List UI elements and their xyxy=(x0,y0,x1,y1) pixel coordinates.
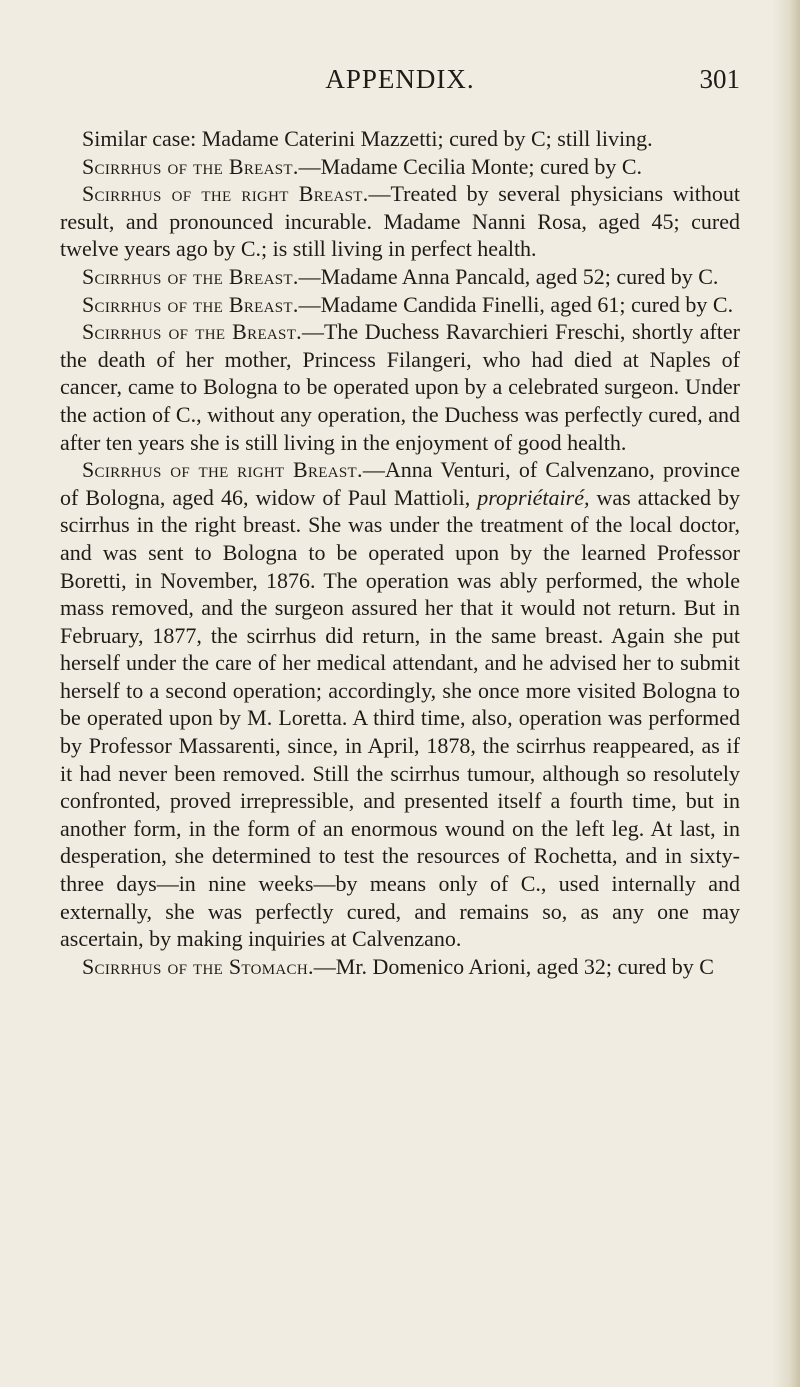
section-heading: Scirrhus of the Breast. xyxy=(82,291,299,317)
paragraph-text: —Anna Venturi, of Calvenzano, province of Bologna, aged 46, widow of Paul Mattioli, xyxy=(60,457,740,510)
section-heading: Scirrhus of the right Breast. xyxy=(82,181,369,207)
paragraph-text: —The Duchess Ravarchieri Freschi, shortly after the death of her mother, Princess Filangeri, who had died at Naples of cancer, came to Bologna to be operated upon by a celebrated surgeon. Under the action of C., without any operation, the Duchess was perfectly cured, and after ten years she is still living in the enjoyment of good health. xyxy=(60,319,740,455)
paragraph-text: —Madame Anna Pancald, aged 52; cured by C. xyxy=(298,263,719,289)
paragraph-text: Similar case: Madame Caterini Mazzetti; cured by C; still living. xyxy=(82,126,653,151)
paragraph xyxy=(60,456,740,953)
paragraph xyxy=(60,953,740,981)
paragraph-text: —Madame Cecilia Monte; cured by C. xyxy=(298,153,643,179)
section-heading: Scirrhus of the right Breast. xyxy=(82,457,363,483)
paragraph-text: —Mr. Domenico Arioni, aged 32; cured by C xyxy=(313,953,714,979)
paragraph-text: —Madame Candida Finelli, aged 61; cured by C. xyxy=(298,291,734,317)
italic-term: propriétairé, xyxy=(477,484,590,510)
paragraph xyxy=(60,318,740,456)
paragraph xyxy=(60,263,740,291)
section-heading: Scirrhus of the Stomach. xyxy=(82,953,314,979)
paragraph-text: was attacked by scirrhus in the right breast. She was under the treatment of the local doctor, and was sent to Bologna to be operated upon by the learned Professor Boretti, in November, 1876. The operation was ably performed, the whole mass removed, and the surgeon assured her that it would not return. But in February, 1877, the scirrhus did return, in the same breast. Again she put herself under the care of her medical attendant, and he advised her to submit herself to a second operation; accordingly, she once more visited Bologna to be operated upon by M. Loretta. A third time, also, operation was performed by Professor Massarenti, since, in April, 1878, the scirrhus reappeared, as if it had never been removed. Still the scirrhus tumour, although so resolutely confronted, proved irrepressible, and presented itself a fourth time, but in another form, in the form of an enormous wound on the left leg. At last, in desperation, she determined to test the resources of Rochetta, and in sixty-three days—in nine weeks—by means only of C., used internally and externally, she was perfectly cured, and remains so, as any one may ascertain, by making inquiries at Calvenzano. xyxy=(60,484,741,952)
paragraph-text: —Treated by several physicians without result, and pronounced incurable. Madame Nanni Rosa, aged 45; cured twelve years ago by C.; is still living in perfect health. xyxy=(60,181,740,262)
section-heading: Scirrhus of the Breast. xyxy=(82,263,299,289)
running-head xyxy=(60,62,740,102)
section-heading: Scirrhus of the Breast. xyxy=(82,319,302,345)
section-heading: Scirrhus of the Breast. xyxy=(82,153,299,179)
paragraph xyxy=(60,125,740,153)
page-number: 301 xyxy=(699,64,740,94)
paragraph xyxy=(60,153,740,181)
body-text xyxy=(60,125,740,980)
running-title: APPENDIX. xyxy=(325,64,475,94)
page-edge-shadow xyxy=(772,0,800,1387)
paragraph xyxy=(60,291,740,319)
paragraph xyxy=(60,180,740,263)
